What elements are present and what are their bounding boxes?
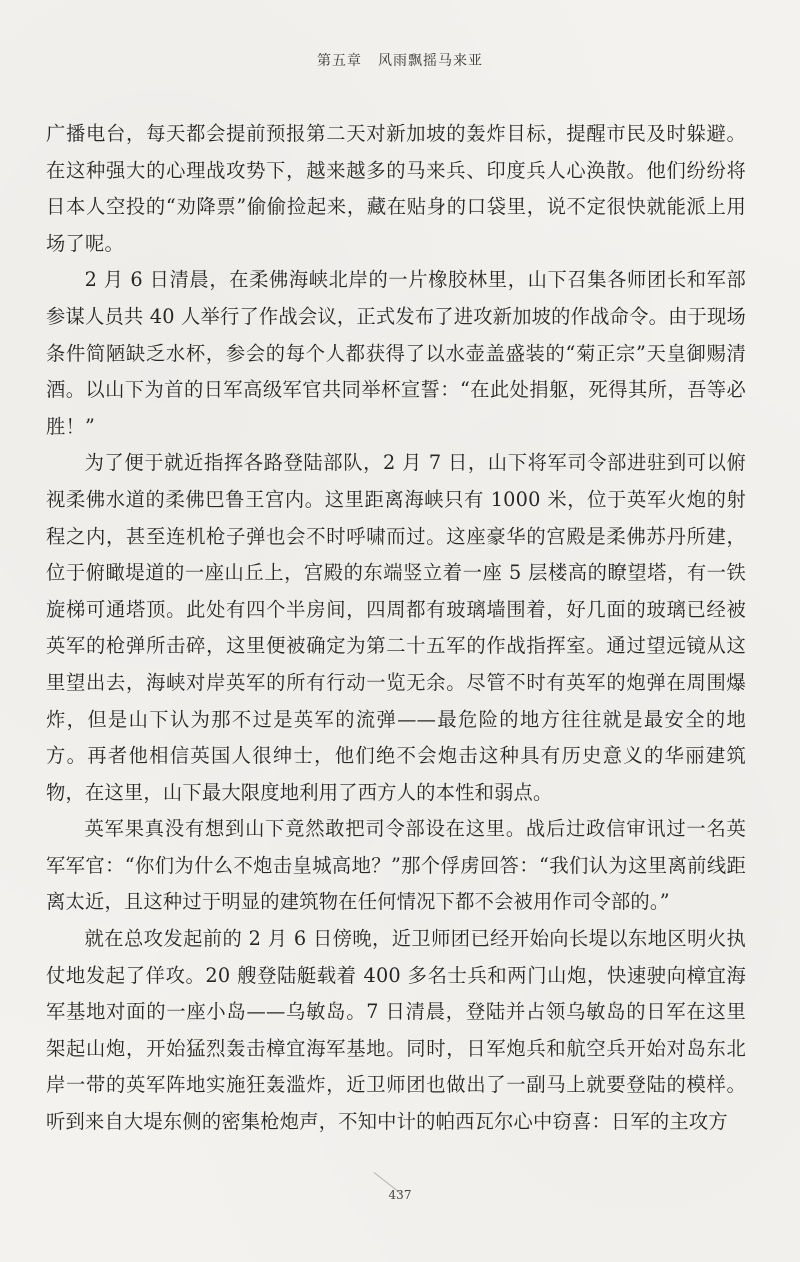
paragraph-2: 2 月 6 日清晨，在柔佛海峡北岸的一片橡胶林里，山下召集各师团长和军部参谋人员共 40 人举行了作战会议，正式发布了进攻新加坡的作战命令。由于现场条件简陋缺乏水杯，参会的每个人都获得了以水壶盖盛装的“菊正宗”天皇御赐清酒。以山下为首的日军高级军官共同举杯宣誓：“在此处捐躯，死得其所，吾等必胜！” (46, 268, 746, 438)
chapter-number: 第五章 (317, 53, 362, 69)
paragraph-5: 就在总攻发起前的 2 月 6 日傍晚，近卫师团已经开始向长堤以东地区明火执仗地发起了佯攻。20 艘登陆艇载着 400 多名士兵和两门山炮，快速驶向樟宜海军基地对面的一座小岛——乌敏岛。7 日清晨，登陆并占领乌敏岛的日军在这里架起山炮，开始猛烈轰击樟宜海军基地。同时，日军炮兵和航空兵开始对岛东北岸一带的英军阵地实施狂轰滥炸，近卫师团也做出了一副马上就要登陆的模样。听到来自大堤东侧的密集枪炮声，不知中计的帕西瓦尔心中窃喜：日军的主攻方 (46, 927, 746, 1134)
body-text (46, 116, 746, 1141)
paragraph-1: 广播电台，每天都会提前预报第二天对新加坡的轰炸目标，提醒市民及时躲避。在这种强大的心理战攻势下，越来越多的马来兵、印度兵人心涣散。他们纷纷将日本人空投的“劝降票”偷偷捡起来，藏在贴身的口袋里，说不定很快就能派上用场了呢。 (46, 122, 746, 255)
paragraph-4: 英军果真没有想到山下竟然敢把司令部设在这里。战后辻政信审讯过一名英军军官：“你们为什么不炮击皇城高地？”那个俘虏回答：“我们认为这里离前线距离太近，且这种过于明显的建筑物在任何情况下都不会被用作司令部的。” (46, 817, 746, 914)
running-header (0, 50, 800, 70)
paragraph-3: 为了便于就近指挥各路登陆部队，2 月 7 日，山下将军司令部进驻到可以俯视柔佛水道的柔佛巴鲁王宫内。这里距离海峡只有 1000 米，位于英军火炮的射程之内，甚至连机枪子弹也会不时呼啸而过。这座豪华的宫殿是柔佛苏丹所建，位于俯瞰堤道的一座山丘上，宫殿的东端竖立着一座 5 层楼高的瞭望塔，有一铁旋梯可通塔顶。此处有四个半房间，四周都有玻璃墙围着，好几面的玻璃已经被英军的枪弹所击碎，这里便被确定为第二十五军的作战指挥室。通过望远镜从这里望出去，海峡对岸英军的所有行动一览无余。尽管不时有英军的炮弹在周围爆炸，但是山下认为那不过是英军的流弹——最危险的地方往往就是最安全的地方。再者他相信英国人很绅士，他们绝不会炮击这种具有历史意义的华丽建筑物，在这里，山下最大限度地利用了西方人的本性和弱点。 (46, 451, 746, 804)
page-number: 437 (388, 1188, 412, 1202)
chapter-title: 风雨飘摇马来亚 (378, 53, 483, 69)
